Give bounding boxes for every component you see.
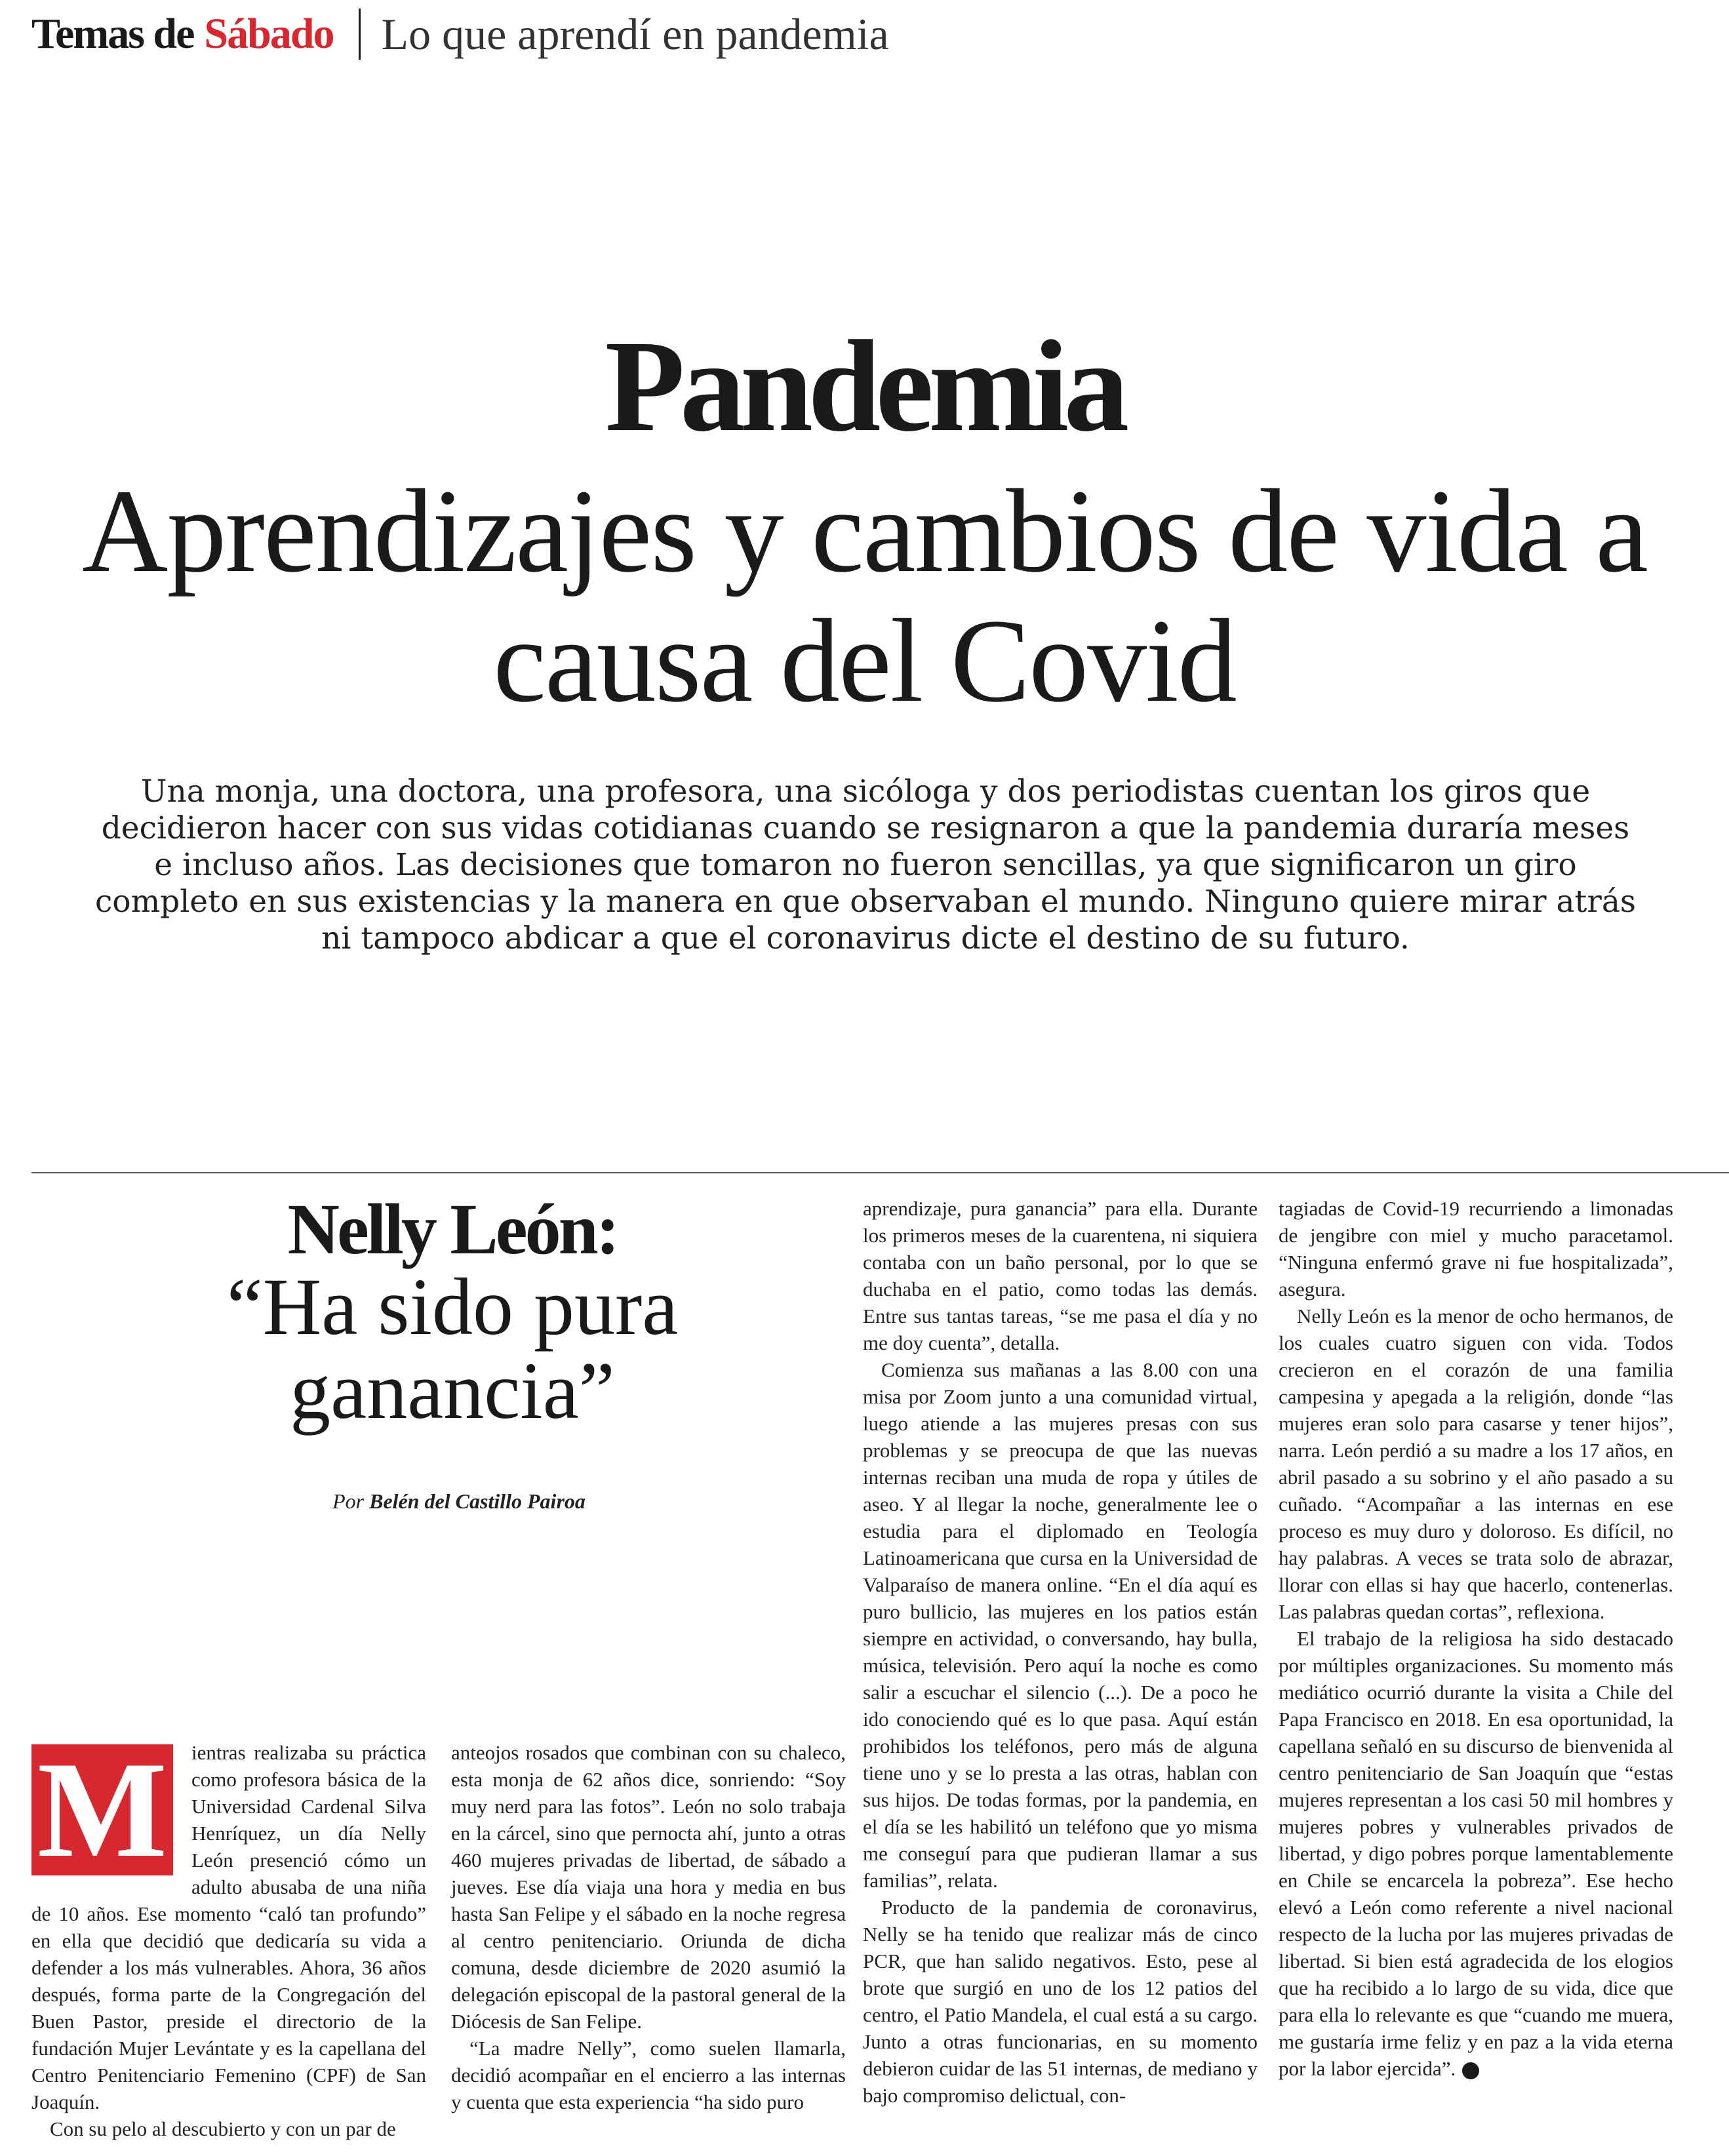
paragraph: Comienza sus mañanas a las 8.00 con una misa por Zoom junto a una comunidad virtual, luego atiende a las mujeres presas con sus problemas y se preocupa de que las nuevas internas reciban una muda de ropa y útiles de aseo. Y al llegar la noche, generalmente lee o estudia para el diplomado en Teología Latinoamericana que cursa en la Universidad de Valparaíso de manera online. “En el día aquí es puro bullicio, las mujeres en los patios están siempre en actividad, o conversando, hay bulla, música, televisión. Pero aquí la noche es como salir a escuchar el silencio (...). De a poco he ido conociendo qué es lo que pasa. Aquí están prohibidos los teléfonos, pero más de alguna tiene uno y se lo presta a las otras, hablan con sus hijos. De todas formas, por la pandemia, en el día se les habilitó un teléfono que yo misma me conseguí para que pudieran llamar a sus familias”, relata. (863, 1358, 1258, 1892)
section-label: Temas de (31, 10, 194, 58)
article-headline: Aprendizajes y cambios de vida a causa del Covid (81, 465, 1648, 727)
article-kicker: Pandemia (605, 314, 1124, 459)
byline-author: Belén del Castillo Pairoa (369, 1489, 586, 1513)
body-column-2 (451, 1739, 846, 2115)
paragraph: Nelly León es la menor de ocho hermanos, de los cuales cuatro siguen con vida. Todos crecieron en el corazón de una familia campesina y apegada a la religión, donde “las mujeres eran solo para casarse y tener hijos”, narra. León perdió a su madre a los 17 años, en abril pasado a su sobrino y el año pasado a su cuñado. “Acompañar a las internas en ese proceso es muy duro y doloroso. Es difícil, no hay palabras. A veces se trata solo de abrazar, llorar con ellas si hay que hacerlo, contenerlas. Las palabras quedan cortas”, reflexiona. (1279, 1304, 1673, 1623)
drop-cap: M (31, 1744, 173, 1875)
header-divider (359, 9, 361, 60)
section-label-accent: Sábado (204, 10, 334, 58)
paragraph: Con su pelo al descubierto y con un par de (50, 2117, 396, 2140)
body-column-3 (863, 1195, 1258, 2109)
byline-prefix: Por (332, 1489, 365, 1513)
paragraph: anteojos rosados que combinan con su chaleco, esta monja de 62 años dice, sonriendo: “Soy muy nerd para las fotos”. León no solo trabaja en la cárcel, sino que pernocta ahí, junto a otras 460 mujeres privadas de libertad, de sábado a jueves. Ese día viaja una hora y media en bus hasta San Felipe y el sábado en la noche regresa al centro penitenciario. Oriunda de dicha comuna, desde diciembre de 2020 asumió la delegación episcopal de la pastoral general de la Diócesis de San Felipe. (451, 1741, 846, 2033)
story-quote: “Ha sido pura ganancia” (226, 1262, 679, 1436)
paragraph: “La madre Nelly”, como suelen llamarla, decidió acompañar en el encierro a las internas y cuenta que esta experiencia “ha sido puro (451, 2037, 846, 2113)
article-lead: Una monja, una doctora, una profesora, una sicóloga y dos periodistas cuentan los giros que decidieron hacer con sus vidas cotidianas cuando se resignaron a que la pandemia duraría meses e incluso años. Las decisiones que tomaron no fueron sencillas, ya que significaron un giro completo en sus existencias y la manera en que observaban el mundo. Ninguno quiere mirar atrás ni tampoco abdicar a que el coronavirus dicte el destino de su futuro. (94, 774, 1637, 956)
paragraph (1279, 1625, 1673, 2082)
section-subtitle: Lo que aprendí en pandemia (381, 9, 889, 59)
paragraph: Producto de la pandemia de coronavirus, Nelly se ha tenido que realizar más de cinco PCR, que han salido negativos. Esto, pese al brote que surgió en uno de los 12 patios del centro, el Patio Mandela, el cual está a su cargo. Junto a otras funcionarias, en su momento debieron cuidar de las 51 internas, de mediano y bajo compromiso delictual, con- (863, 1896, 1258, 2107)
byline (131, 1489, 787, 1514)
body-column-1 (31, 1734, 426, 2142)
story-name: Nelly León: (287, 1189, 618, 1269)
body-column-4 (1279, 1195, 1673, 2082)
paragraph-text: El trabajo de la religiosa ha sido destacado por múltiples organizaciones. Su momento más mediático ocurrió durante la visita a Chile del Papa Francisco en 2018. En esa oportunidad, la capellana señaló en su discurso de bienvenida al centro penitenciario de San Joaquín que “estas mujeres representan a los casi 50 mil hombres y mujeres pobres y vulnerables privados de libertad, y digo pobres porque lamentablemente en Chile se encarcela la pobreza”. Ese hecho elevó a León como referente a nivel nacional respecto de la lucha por las mujeres privadas de libertad. Si bien está agradecida de los elogios que ha recibido a lo largo de su vida, dice que para ella lo relevante es que “cuando me muera, me gustaría irme feliz y en paz a la vida eterna por la labor ejercida”. (1279, 1627, 1673, 2080)
paragraph: aprendizaje, pura ganancia” para ella. Durante los primeros meses de la cuarentena, ni siquiera contaba con un baño personal, por lo que se duchaba en el patio, como todas las demás. Entre sus tantas tareas, “se me pasa el día y no me doy cuenta”, detalla. (863, 1197, 1258, 1354)
section-header (31, 5, 889, 63)
paragraph: tagiadas de Covid-19 recurriendo a limonadas de jengibre con miel y mucho paracetamol. “Ninguna enfermó grave ni fue hospitalizada”, asegura. (1279, 1197, 1673, 1301)
paragraph: ientras realizaba su práctica como profesora básica de la Universidad Cardenal Silva Henríquez, un día Nelly León presenció cómo un adulto abusaba de una niña de 10 años. Ese momento “caló tan profundo” en ella que decidió que dedicaría su vida a defender a los más vulnerables. Ahora, 36 años después, forma parte de la Congregación del Buen Pastor, preside el directorio de la fundación Mujer Levántate y es la capellana del Centro Penitenciario Femenino (CPF) de San Joaquín. (31, 1741, 426, 2113)
end-mark-icon (1462, 2062, 1479, 2079)
section-rule (31, 1172, 1729, 1173)
